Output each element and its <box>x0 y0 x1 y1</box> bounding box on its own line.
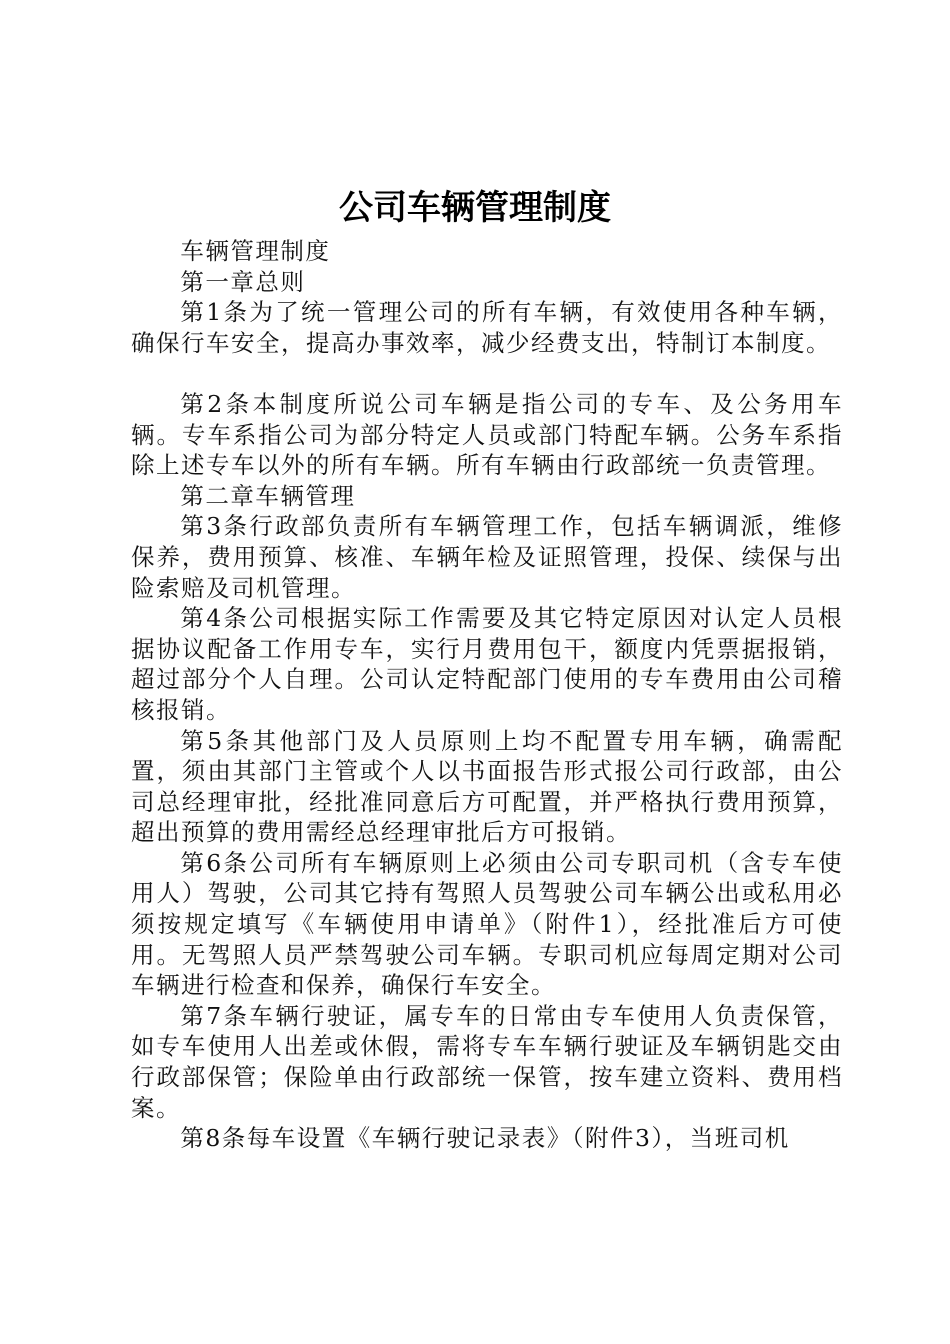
paragraph-article: 第7条车辆行驶证，属专车的日常由专车使用人负责保管，如专车使用人出差或休假，需将专车车辆行驶证及车辆钥匙交由行政部保管；保险单由行政部统一保管，按车建立资料、费用档案。 <box>131 1001 843 1122</box>
paragraph-article: 第3条行政部负责所有车辆管理工作，包括车辆调派，维修保养，费用预算、核准、车辆年检及证照管理，投保、续保与出险索赔及司机管理。 <box>131 512 843 602</box>
paragraph-chapter-heading: 第二章车辆管理 <box>180 481 356 510</box>
paragraph-article: 第5条其他部门及人员原则上均不配置专用车辆，确需配置，须由其部门主管或个人以书面报告形式报公司行政部，由公司总经理审批，经批准同意后方可配置，并严格执行费用预算，超出预算的费用需经总经理审批后方可报销。 <box>131 726 843 847</box>
paragraph-article: 第6条公司所有车辆原则上必须由公司专职司机（含专车使用人）驾驶，公司其它持有驾照人员驾驶公司车辆公出或私用必须按规定填写《车辆使用申请单》（附件1），经批准后方可使用。无驾照人员严禁驾驶公司车辆。专职司机应每周定期对公司车辆进行检查和保养，确保行车安全。 <box>131 848 843 1000</box>
document-body <box>131 236 843 1154</box>
paragraph-subtitle: 车辆管理制度 <box>180 237 331 265</box>
document-title: 公司车辆管理制度 <box>339 188 611 228</box>
paragraph-article: 第1条为了统一管理公司的所有车辆，有效使用各种车辆，确保行车安全，提高办事效率，减少经费支出，特制订本制度。 <box>131 298 843 357</box>
paragraph-article: 第4条公司根据实际工作需要及其它特定原因对认定人员根据协议配备工作用专车，实行月费用包干，额度内凭票据报销，超过部分个人自理。公司认定特配部门使用的专车费用由公司稽核报销。 <box>131 604 843 724</box>
paragraph-article: 第2条本制度所说公司车辆是指公司的专车、及公务用车辆。专车系指公司为部分特定人员或部门特配车辆。公务车系指除上述专车以外的所有车辆。所有车辆由行政部统一负责管理。 <box>131 389 843 480</box>
paragraph-chapter-heading: 第一章总则 <box>180 267 306 296</box>
paragraph-article: 第8条每车设置《车辆行驶记录表》（附件3），当班司机 <box>180 1124 790 1153</box>
